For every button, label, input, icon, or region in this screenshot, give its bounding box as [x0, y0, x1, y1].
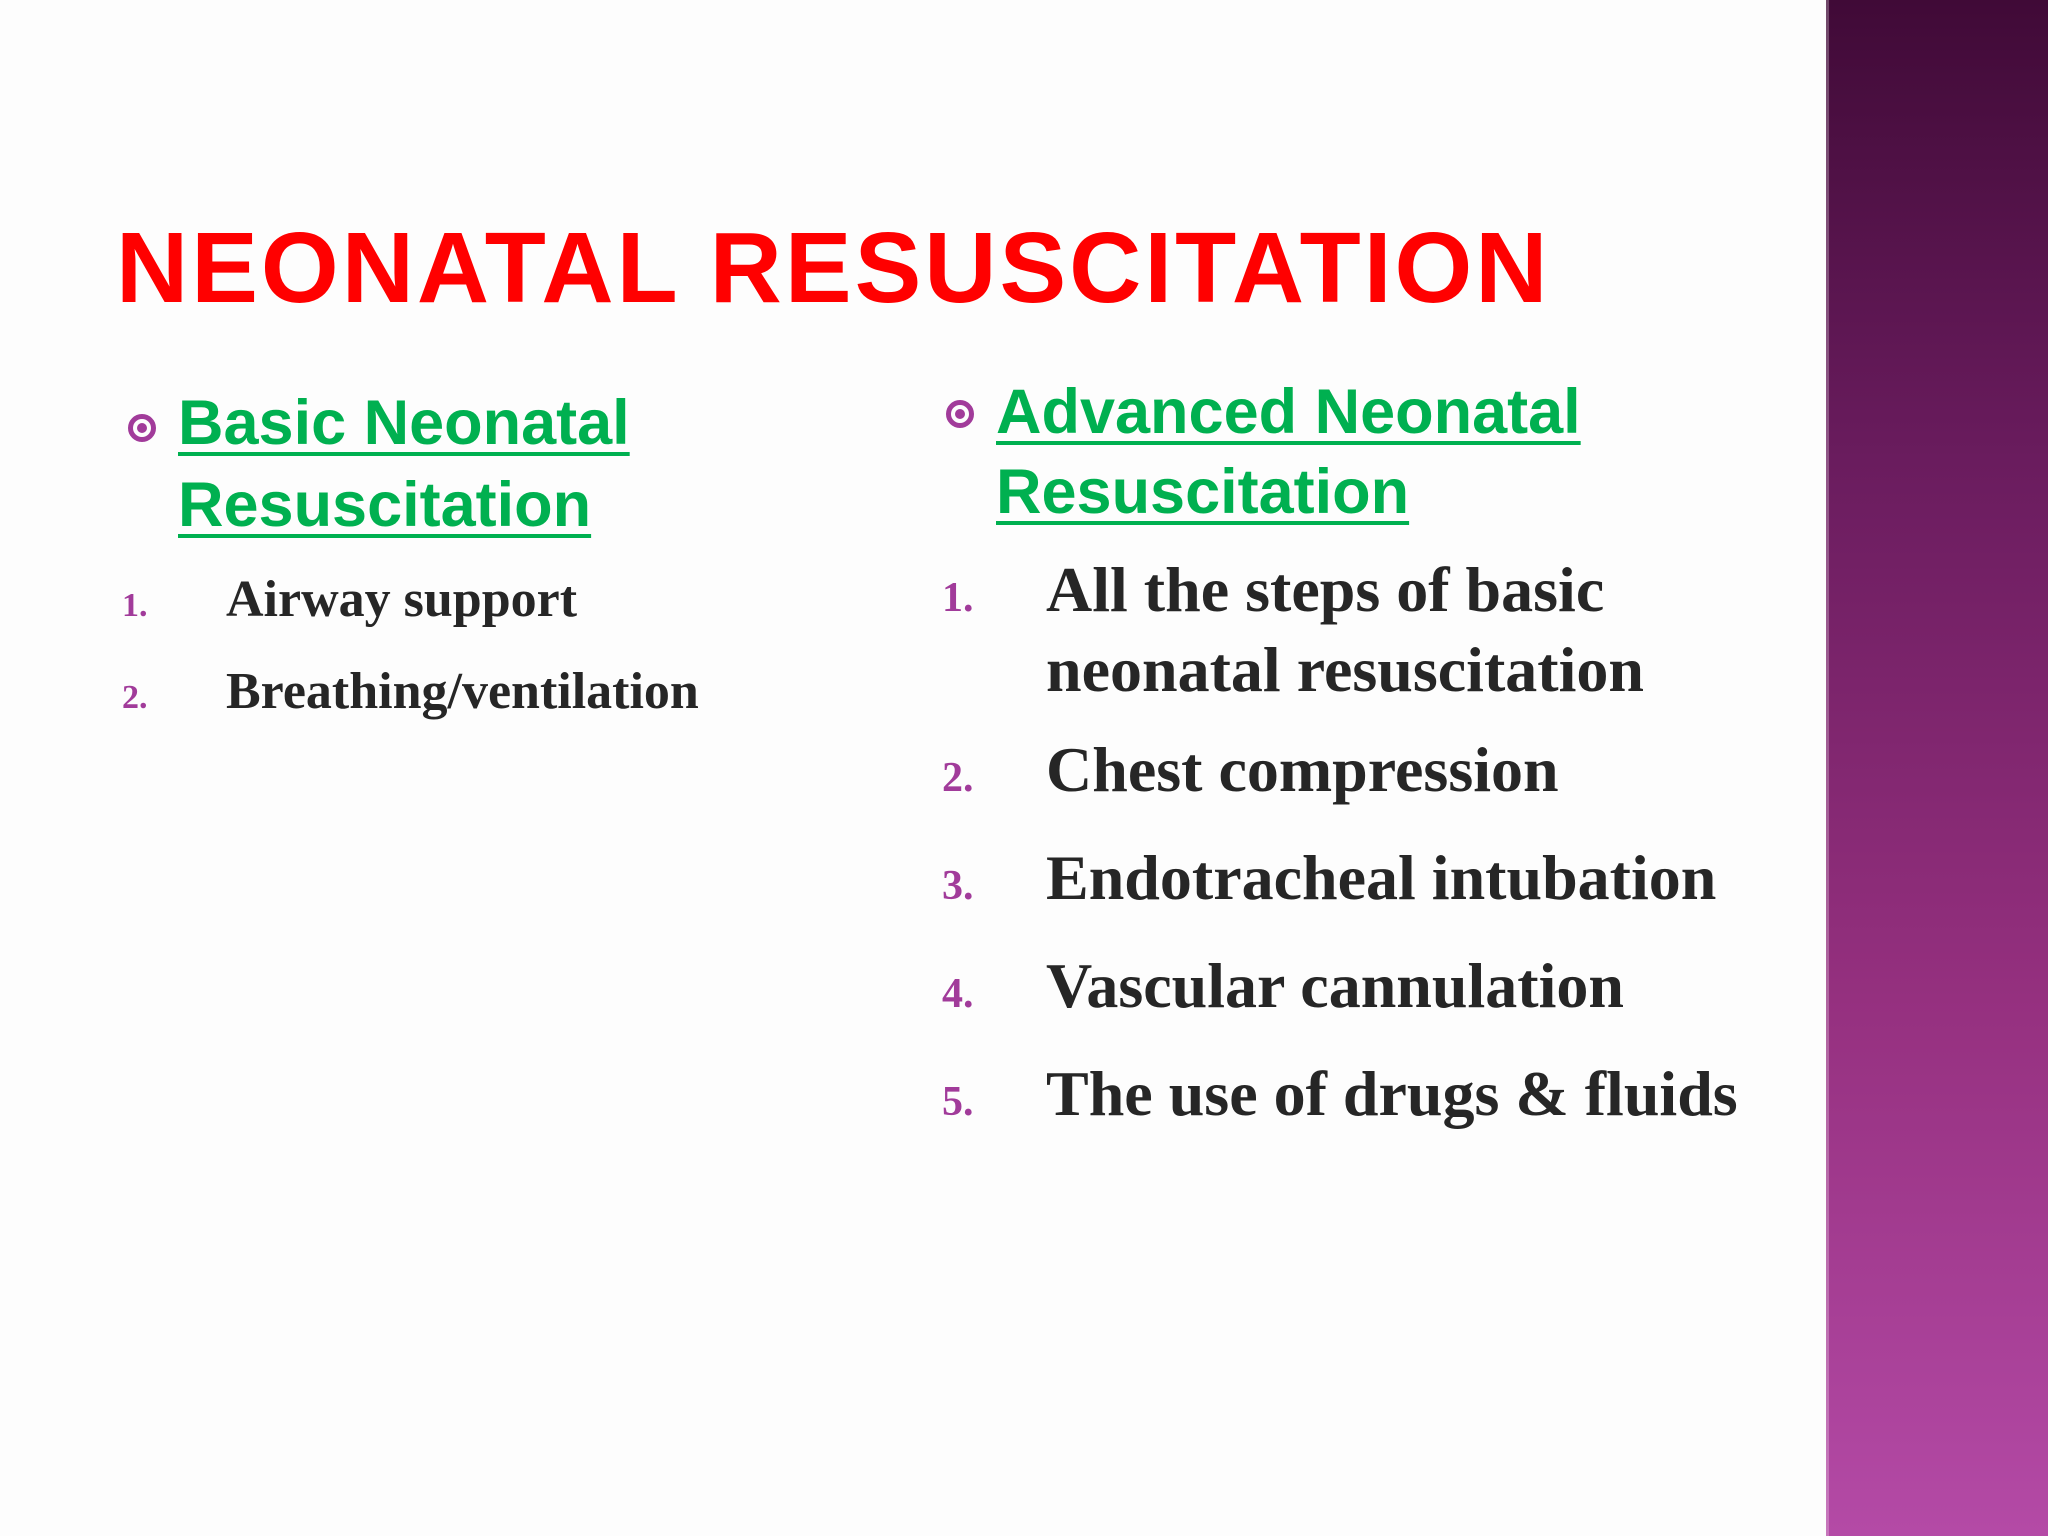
- item-text: Breathing/ventilation: [226, 663, 699, 720]
- list-item: [942, 946, 1738, 1034]
- item-number: 2.: [122, 679, 148, 716]
- list-item: [942, 838, 1738, 926]
- basic-heading: [128, 382, 630, 546]
- advanced-heading-text: Advanced Neonatal Resuscitation: [996, 377, 1581, 527]
- item-text: Vascular cannulation: [1046, 950, 1624, 1021]
- decorative-side-band: [1826, 0, 2048, 1536]
- item-text: Airway support: [226, 571, 578, 628]
- item-text: Chest compression: [1046, 734, 1559, 805]
- list-item: [942, 550, 1738, 710]
- list-item: [122, 560, 699, 646]
- item-number: 1.: [942, 575, 974, 621]
- list-item: [122, 652, 699, 738]
- advanced-steps-list: [942, 550, 1738, 1162]
- circled-dot-icon: [946, 400, 974, 428]
- circled-dot-icon: [128, 414, 156, 442]
- item-number: 1.: [122, 587, 148, 624]
- basic-steps-list: [122, 560, 699, 744]
- list-item: [942, 730, 1738, 818]
- advanced-heading: [946, 372, 1581, 532]
- item-number: 4.: [942, 971, 974, 1017]
- slide-title: NEONATAL RESUSCITATION: [116, 212, 1551, 324]
- item-text: Endotracheal intubation: [1046, 842, 1717, 913]
- item-number: 3.: [942, 863, 974, 909]
- item-number: 2.: [942, 755, 974, 801]
- item-text: The use of drugs & fluids: [1046, 1058, 1738, 1129]
- item-text: All the steps of basic neonatal resuscitation: [1046, 554, 1644, 705]
- basic-heading-text: Basic Neonatal Resuscitation: [178, 388, 630, 540]
- item-number: 5.: [942, 1079, 974, 1125]
- list-item: [942, 1054, 1738, 1142]
